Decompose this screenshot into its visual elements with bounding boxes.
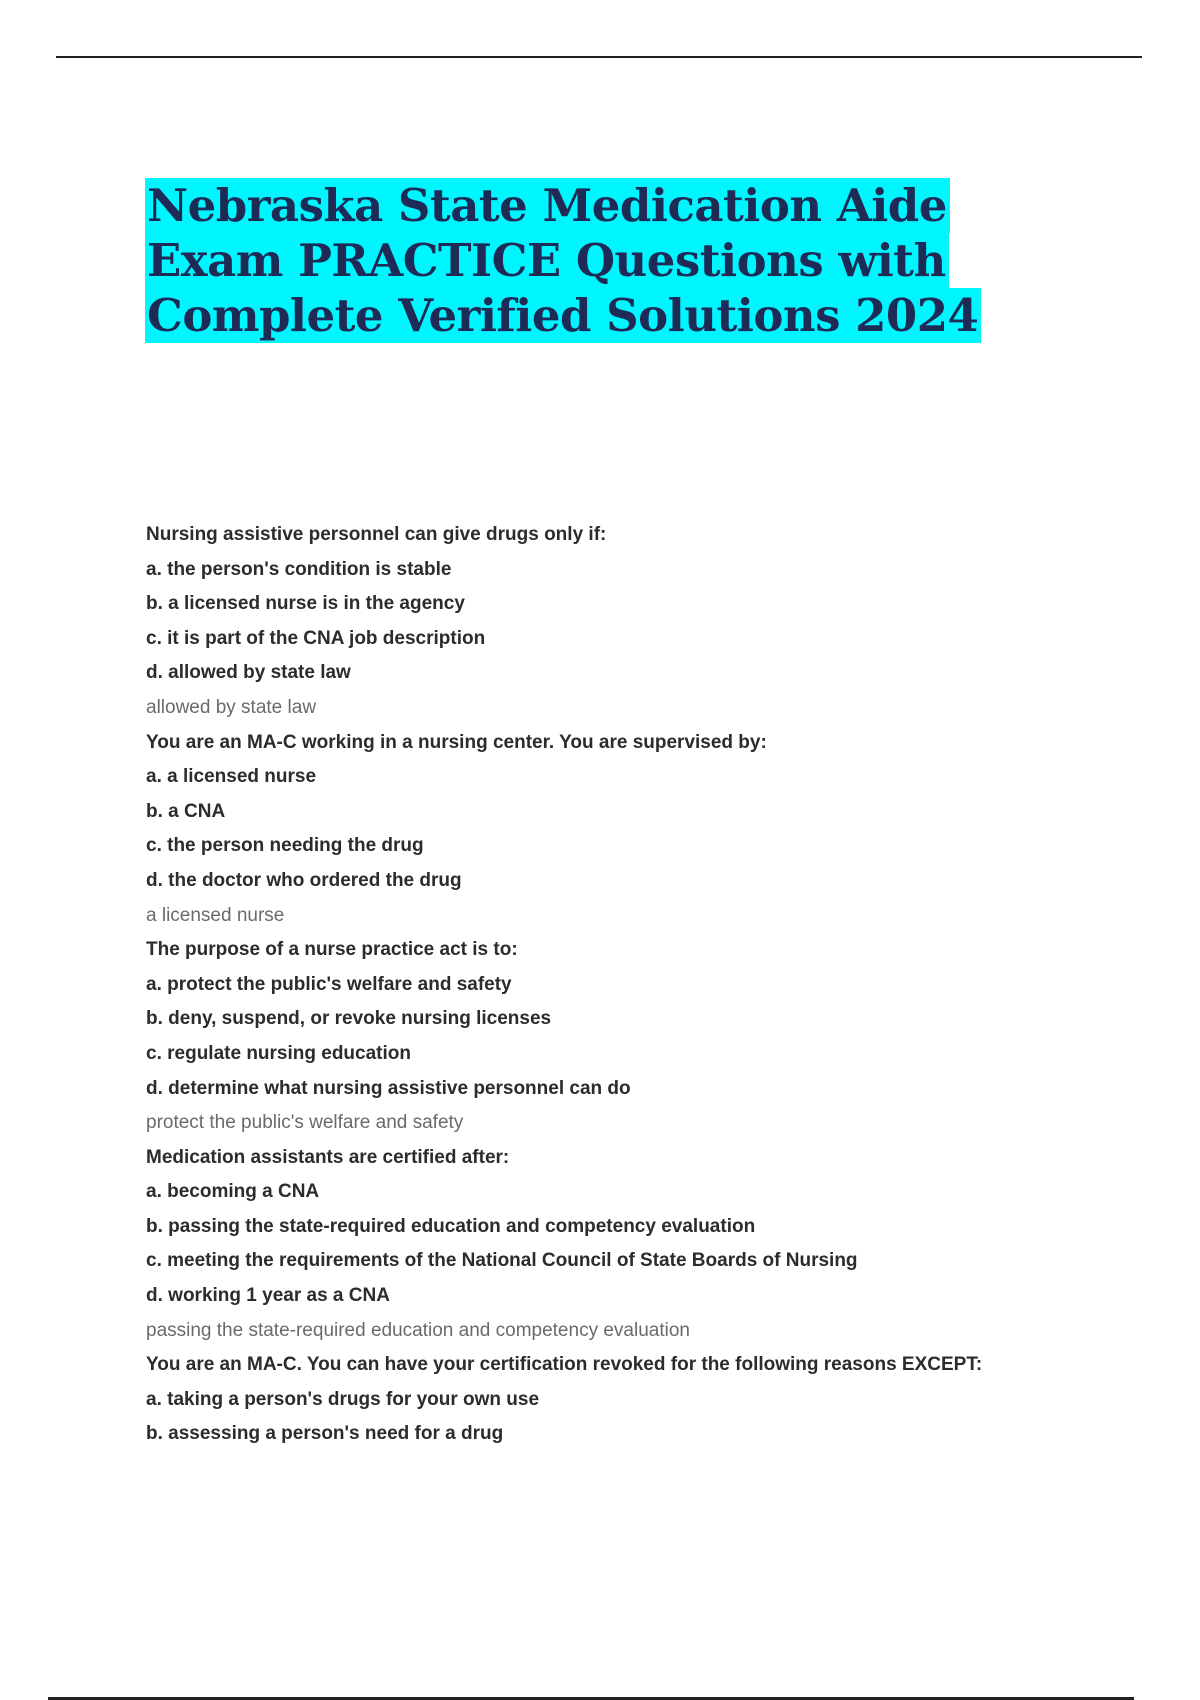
option-b: b. passing the state-required education and competency evaluation xyxy=(146,1215,756,1237)
title-line-2: Exam PRACTICE Questions with xyxy=(145,233,949,288)
option-c: c. meeting the requirements of the National Council of State Boards of Nursing xyxy=(146,1250,858,1272)
answer-text: allowed by state law xyxy=(146,696,317,718)
title-line-1: Nebraska State Medication Aide xyxy=(145,178,950,233)
option-c: c. it is part of the CNA job description xyxy=(146,627,486,649)
top-divider xyxy=(56,56,1142,58)
question-text: You are an MA-C. You can have your certification revoked for the following reasons EXCEPT: xyxy=(146,1354,983,1376)
option-d: d. allowed by state law xyxy=(146,662,351,684)
option-a: a. a licensed nurse xyxy=(146,766,317,788)
option-b: b. assessing a person's need for a drug xyxy=(146,1423,504,1445)
option-d: d. working 1 year as a CNA xyxy=(146,1285,390,1307)
option-a: a. the person's condition is stable xyxy=(146,558,452,580)
answer-text: a licensed nurse xyxy=(146,904,285,926)
option-a: a. taking a person's drugs for your own use xyxy=(146,1388,540,1410)
option-d: d. the doctor who ordered the drug xyxy=(146,869,462,891)
document-title xyxy=(145,178,981,343)
option-b: b. a CNA xyxy=(146,800,226,822)
question-text: The purpose of a nurse practice act is to: xyxy=(146,939,518,961)
option-b: b. a licensed nurse is in the agency xyxy=(146,593,465,615)
option-d: d. determine what nursing assistive personnel can do xyxy=(146,1077,631,1099)
title-line-3: Complete Verified Solutions 2024 xyxy=(145,288,981,343)
option-a: a. becoming a CNA xyxy=(146,1181,320,1203)
question-text: Nursing assistive personnel can give drugs only if: xyxy=(146,524,607,545)
question-list xyxy=(146,518,1096,1452)
option-c: c. the person needing the drug xyxy=(146,835,424,857)
option-a: a. protect the public's welfare and safety xyxy=(146,973,512,995)
answer-text: passing the state-required education and competency evaluation xyxy=(146,1319,690,1341)
answer-text: protect the public's welfare and safety xyxy=(146,1112,464,1134)
option-b: b. deny, suspend, or revoke nursing licenses xyxy=(146,1008,552,1030)
question-text: You are an MA-C working in a nursing center. You are supervised by: xyxy=(146,731,767,753)
question-text: Medication assistants are certified after: xyxy=(146,1146,510,1168)
option-c: c. regulate nursing education xyxy=(146,1042,411,1064)
